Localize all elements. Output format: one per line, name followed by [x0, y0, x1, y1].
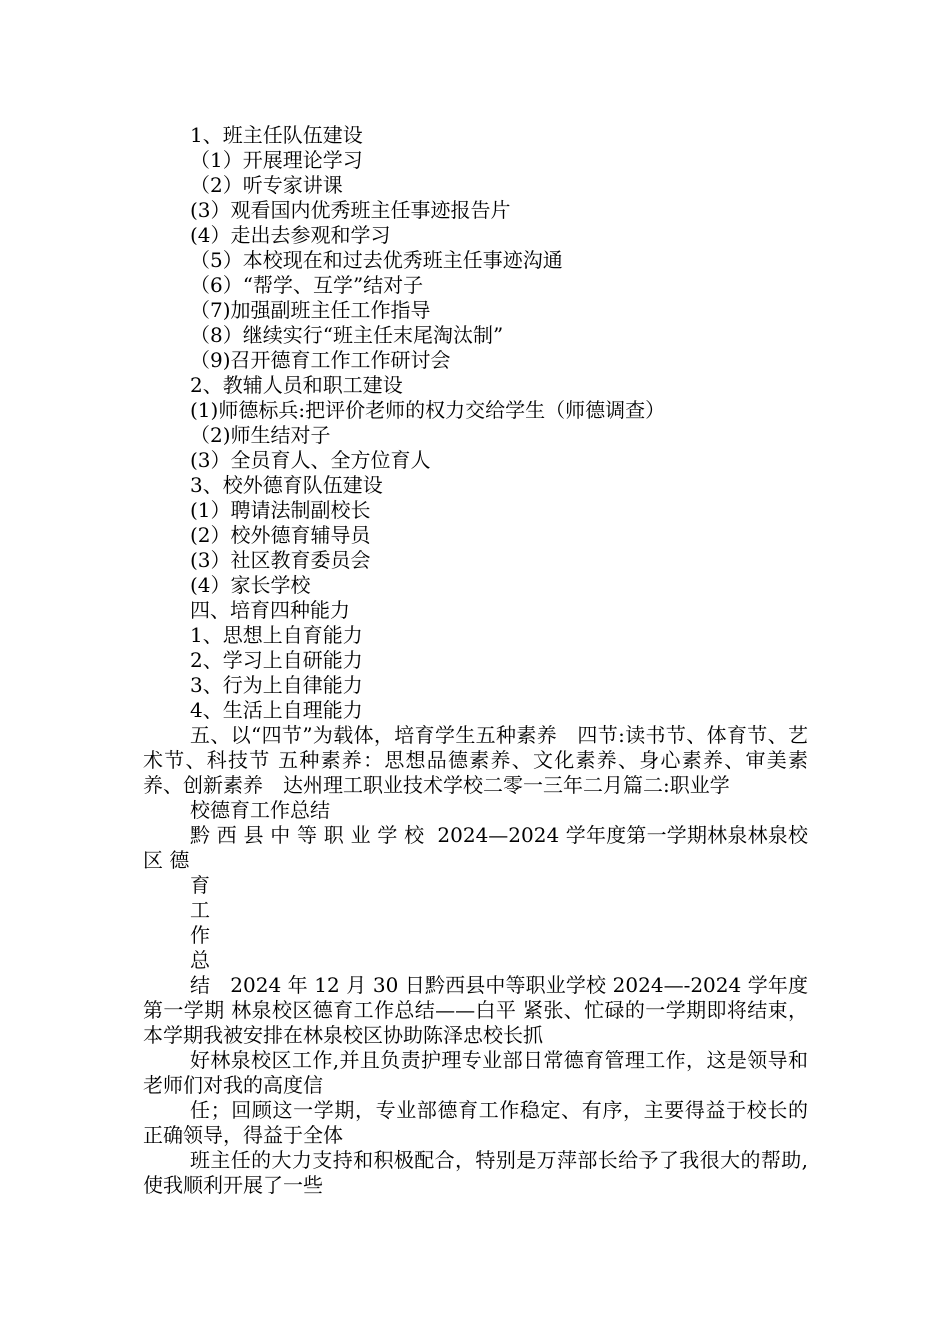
section-heading: 1、班主任队伍建设: [190, 123, 363, 147]
report-title-char: 作: [190, 923, 210, 947]
list-item: （7)加强副班主任工作指导: [190, 298, 431, 322]
list-item: (4）走出去参观和学习: [190, 223, 391, 247]
list-item: 1、思想上自育能力: [190, 623, 363, 647]
list-item: (3）社区教育委员会: [190, 548, 371, 572]
list-item: （5）本校现在和过去优秀班主任事迹沟通: [190, 248, 563, 272]
list-item: （2）听专家讲课: [190, 173, 343, 197]
report-title-char: 工: [190, 898, 210, 922]
list-item: (1)师德标兵:把评价老师的权力交给学生（师德调查）: [190, 398, 666, 422]
list-item: 4、生活上自理能力: [190, 698, 363, 722]
list-item: 3、行为上自律能力: [190, 673, 363, 697]
body-paragraph: 任；回顾这一学期，专业部德育工作稳定、有序，主要得益于校长的正确领导，得益于全体: [143, 1098, 808, 1147]
body-paragraph: 五、以“四节”为载体，培育学生五种素养 四节:读书节、体育节、艺术节、科技节 五种素养：思想品德素养、文化素养、身心素养、审美素养、创新素养 达州理工职业技术学校二零一三年二月篇二:职业学: [143, 723, 808, 797]
report-title-char: 育: [190, 873, 210, 897]
section-heading: 3、校外德育队伍建设: [190, 473, 383, 497]
report-title-line: 黔 西 县 中 等 职 业 学 校 2024—2024 学年度第一学期林泉林泉校区 德: [143, 823, 808, 872]
body-paragraph: 结 2024 年 12 月 30 日黔西县中等职业学校 2024—-2024 学年度第一学期 林泉校区德育工作总结——白平 紧张、忙碌的一学期即将结束，本学期我被安排在林泉校区协助陈泽忠校长抓: [143, 973, 808, 1047]
list-item: (2）校外德育辅导员: [190, 523, 371, 547]
list-item: （6）“帮学、互学”结对子: [190, 273, 424, 297]
list-item: (3）全员育人、全方位育人: [190, 448, 431, 472]
report-title-char: 总: [190, 948, 210, 972]
list-item: （9)召开德育工作工作研讨会: [190, 348, 451, 372]
body-paragraph: 好林泉校区工作,并且负责护理专业部日常德育管理工作，这是领导和老师们对我的高度信: [143, 1048, 808, 1097]
list-item: (4）家长学校: [190, 573, 311, 597]
body-paragraph: 班主任的大力支持和积极配合，特别是万萍部长给予了我很大的帮助,使我顺利开展了一些: [143, 1148, 808, 1197]
list-item: (3）观看国内优秀班主任事迹报告片: [190, 198, 511, 222]
section-heading: 四、培育四种能力: [190, 598, 350, 622]
list-item: （1）开展理论学习: [190, 148, 363, 172]
list-item: (1）聘请法制副校长: [190, 498, 371, 522]
list-item: （2)师生结对子: [190, 423, 331, 447]
document-body: [143, 123, 808, 1198]
list-item: （8）继续实行“班主任末尾淘汰制”: [190, 323, 504, 347]
section-heading: 2、教辅人员和职工建设: [190, 373, 403, 397]
list-item: 2、学习上自研能力: [190, 648, 363, 672]
body-paragraph: 校德育工作总结: [190, 798, 330, 822]
